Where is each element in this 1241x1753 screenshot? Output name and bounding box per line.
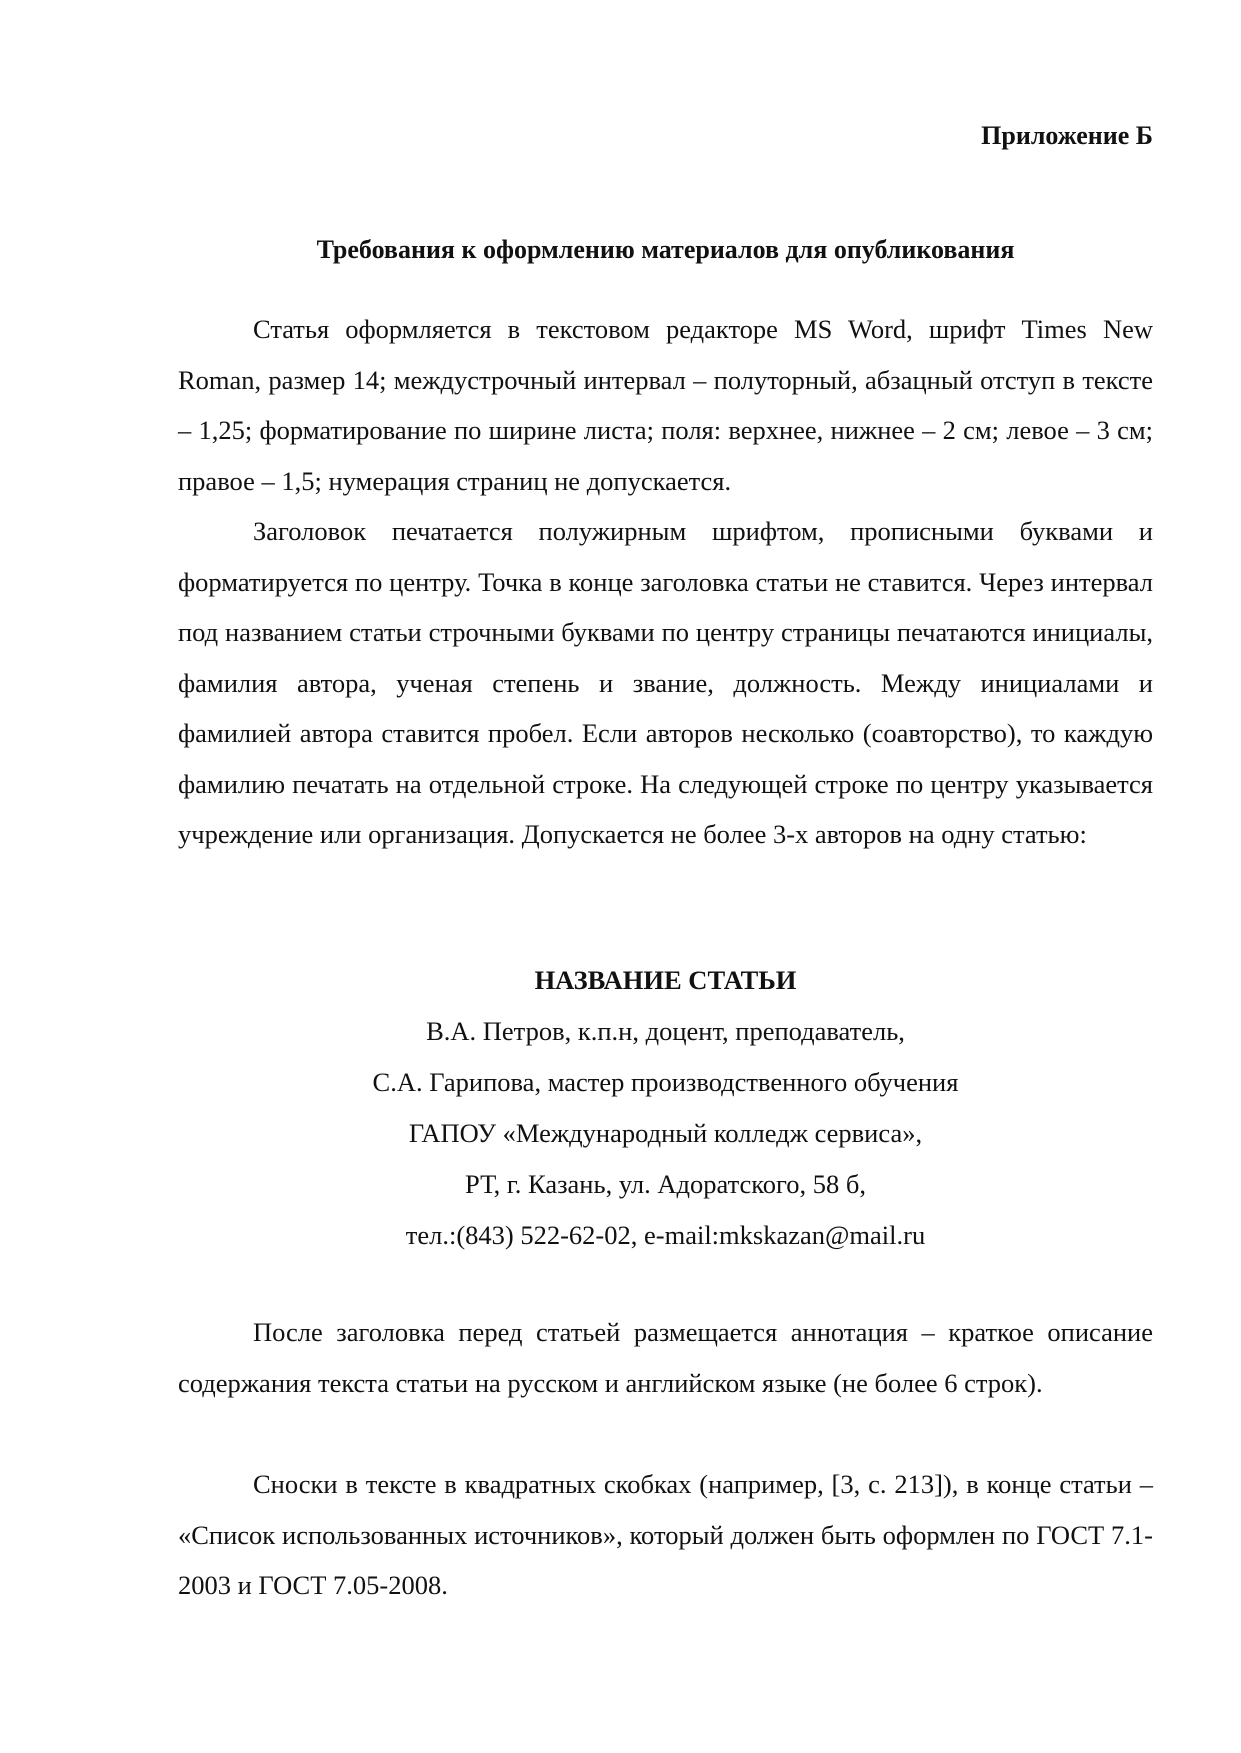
sample-author-1: В.А. Петров, к.п.н, доцент, преподаватель, — [426, 1016, 905, 1046]
paragraph-references: Сноски в тексте в квадратных скобках (например, [3, с. 213]), в конце статьи – «Список использованных источников», который должен быть оформлен по ГОСТ 7.1-2003 и ГОСТ 7.05-2008. — [178, 1469, 1153, 1600]
document-title: Требования к оформлению материалов для опубликования — [316, 235, 1015, 264]
sample-organization: ГАПОУ «Международный колледж сервиса», — [408, 1118, 923, 1148]
paragraph-annotation: После заголовка перед статьей размещается аннотация – краткое описание содержания текста статьи на русском и английском языке (не более 6 строк). — [178, 1317, 1153, 1398]
appendix-label: Приложение Б — [981, 121, 1153, 150]
sample-address: РТ, г. Казань, ул. Адоратского, 58 б, — [465, 1169, 866, 1199]
paragraph-formatting: Статья оформляется в текстовом редакторе MS Word, шрифт Times New Roman, размер 14; междустрочный интервал – полуторный, абзацный отступ в тексте – 1,25; форматирование по ширине листа; поля: верхнее, нижнее – 2 см; левое – 3 см; правое – 1,5; нумерация страниц не допускается. — [178, 314, 1153, 496]
sample-article-title: НАЗВАНИЕ СТАТЬИ — [534, 965, 797, 995]
sample-author-2: С.А. Гарипова, мастер производственного обучения — [372, 1067, 959, 1097]
sample-contacts: тел.:(843) 522-62-02, e-mail:mkskazan@mail.ru — [405, 1220, 926, 1250]
sample-heading-block — [178, 955, 1153, 1261]
paragraph-heading-rules: Заголовок печатается полужирным шрифтом, прописными буквами и форматируется по центру. Точка в конце заголовка статьи не ставится. Через интервал под названием статьи строчными буквами по центру страницы печатаются инициалы, фамилия автора, ученая степень и звание, должность. Между инициалами и фамилией автора ставится пробел. Если авторов несколько (соавторство), то каждую фамилию печатать на отдельной строке. На следующей строке по центру указывается учреждение или организация. Допускается не более 3-х авторов на одну статью: — [178, 516, 1153, 849]
